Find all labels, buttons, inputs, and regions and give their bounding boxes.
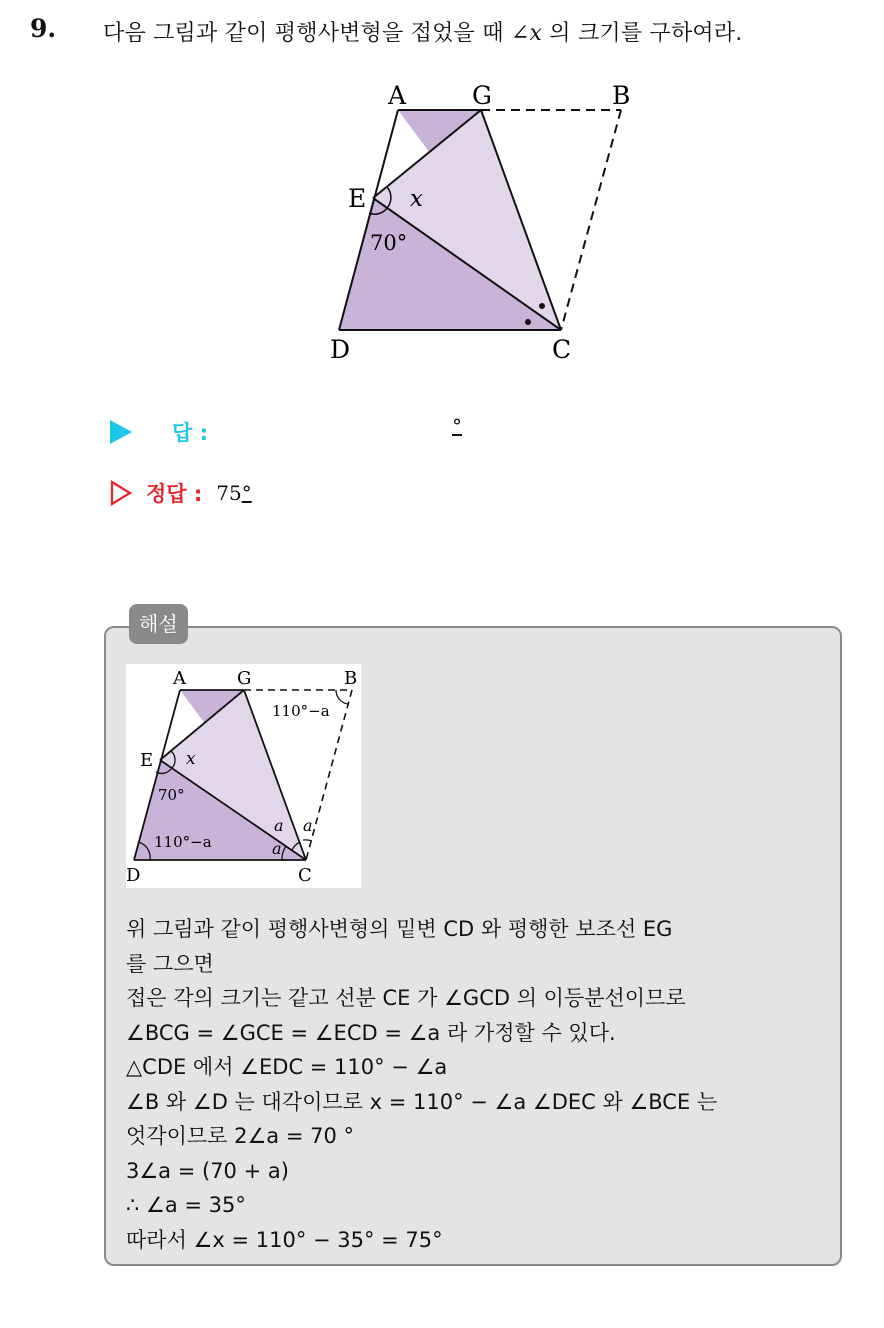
solution-text	[126, 912, 826, 1257]
solution-line: 위 그림과 같이 평행사변형의 밑변 CD 와 평행한 보조선 EG	[126, 917, 673, 941]
angle-x-label: x	[410, 186, 423, 212]
answer-blank[interactable]: °	[452, 414, 462, 438]
vertex-label-a: A	[173, 668, 186, 689]
angle-x-label: x	[186, 749, 196, 769]
solution-line: 접은 각의 크기는 같고 선분 CE 가 ∠GCD 의 이등분선이므로	[126, 986, 686, 1010]
vertex-label-e: E	[140, 750, 154, 771]
vertex-label-g: G	[237, 668, 252, 689]
solution-line: 3∠a = (70 + a)	[126, 1158, 289, 1183]
correct-value	[216, 481, 251, 505]
outline-arrow-icon	[110, 480, 132, 506]
vertex-label-a: A	[388, 81, 407, 110]
angle-mark-dot	[525, 319, 531, 325]
solution-line: ∴ ∠a = 35°	[126, 1193, 246, 1217]
vertex-label-d: D	[126, 865, 141, 886]
angle-a-label: a	[303, 816, 313, 835]
vertex-label-d: D	[330, 335, 351, 364]
question-text-after: 의 크기를 구하여라.	[542, 21, 743, 46]
solution-tag: 해설	[129, 604, 188, 644]
dashed-bc	[561, 110, 621, 330]
solution-line: 엇각이므로 2∠a = 70 °	[126, 1124, 355, 1148]
angle-b-label: 110°−a	[272, 702, 330, 720]
solution-line: △CDE 에서 ∠EDC = 110° − ∠a	[126, 1055, 448, 1079]
vertex-label-g: G	[472, 81, 492, 110]
solution-figure	[126, 664, 361, 888]
correct-label: 정답 :	[146, 482, 203, 506]
answer-row	[110, 412, 208, 452]
angle-a-label: a	[272, 839, 282, 858]
angle-mark-dot	[539, 303, 545, 309]
angle-d-label: 110°−a	[154, 833, 212, 851]
vertex-label-e: E	[348, 184, 367, 213]
correct-unit: °	[241, 481, 252, 505]
vertex-label-c: C	[298, 865, 312, 886]
solution-line: 따라서 ∠x = 110° − 35° = 75°	[126, 1227, 443, 1252]
correct-answer-row	[110, 478, 252, 508]
play-arrow-icon	[110, 420, 132, 444]
answer-label: 답 :	[172, 421, 208, 445]
vertex-label-b: B	[344, 668, 358, 689]
question-variable: ∠x	[510, 21, 543, 46]
angle-a-label: a	[274, 816, 284, 835]
question-text-before: 다음 그림과 같이 평행사변형을 접었을 때	[103, 21, 511, 46]
vertex-label-c: C	[552, 335, 572, 364]
solution-line: ∠B 와 ∠D 는 대각이므로 x = 110° − ∠a ∠DEC 와 ∠BCE 는	[126, 1089, 718, 1114]
angle-70-label: 70°	[158, 786, 185, 804]
angle-70-label: 70°	[370, 231, 408, 255]
parallelogram-figure	[320, 72, 650, 372]
correct-number: 75	[216, 481, 242, 505]
vertex-label-b: B	[612, 81, 631, 110]
question-text	[103, 16, 743, 47]
solution-line: 를 그으면	[126, 951, 214, 976]
solution-line: ∠BCG = ∠GCE = ∠ECD = ∠a 라 가정할 수 있다.	[126, 1020, 616, 1045]
question-number: 9.	[30, 14, 57, 43]
